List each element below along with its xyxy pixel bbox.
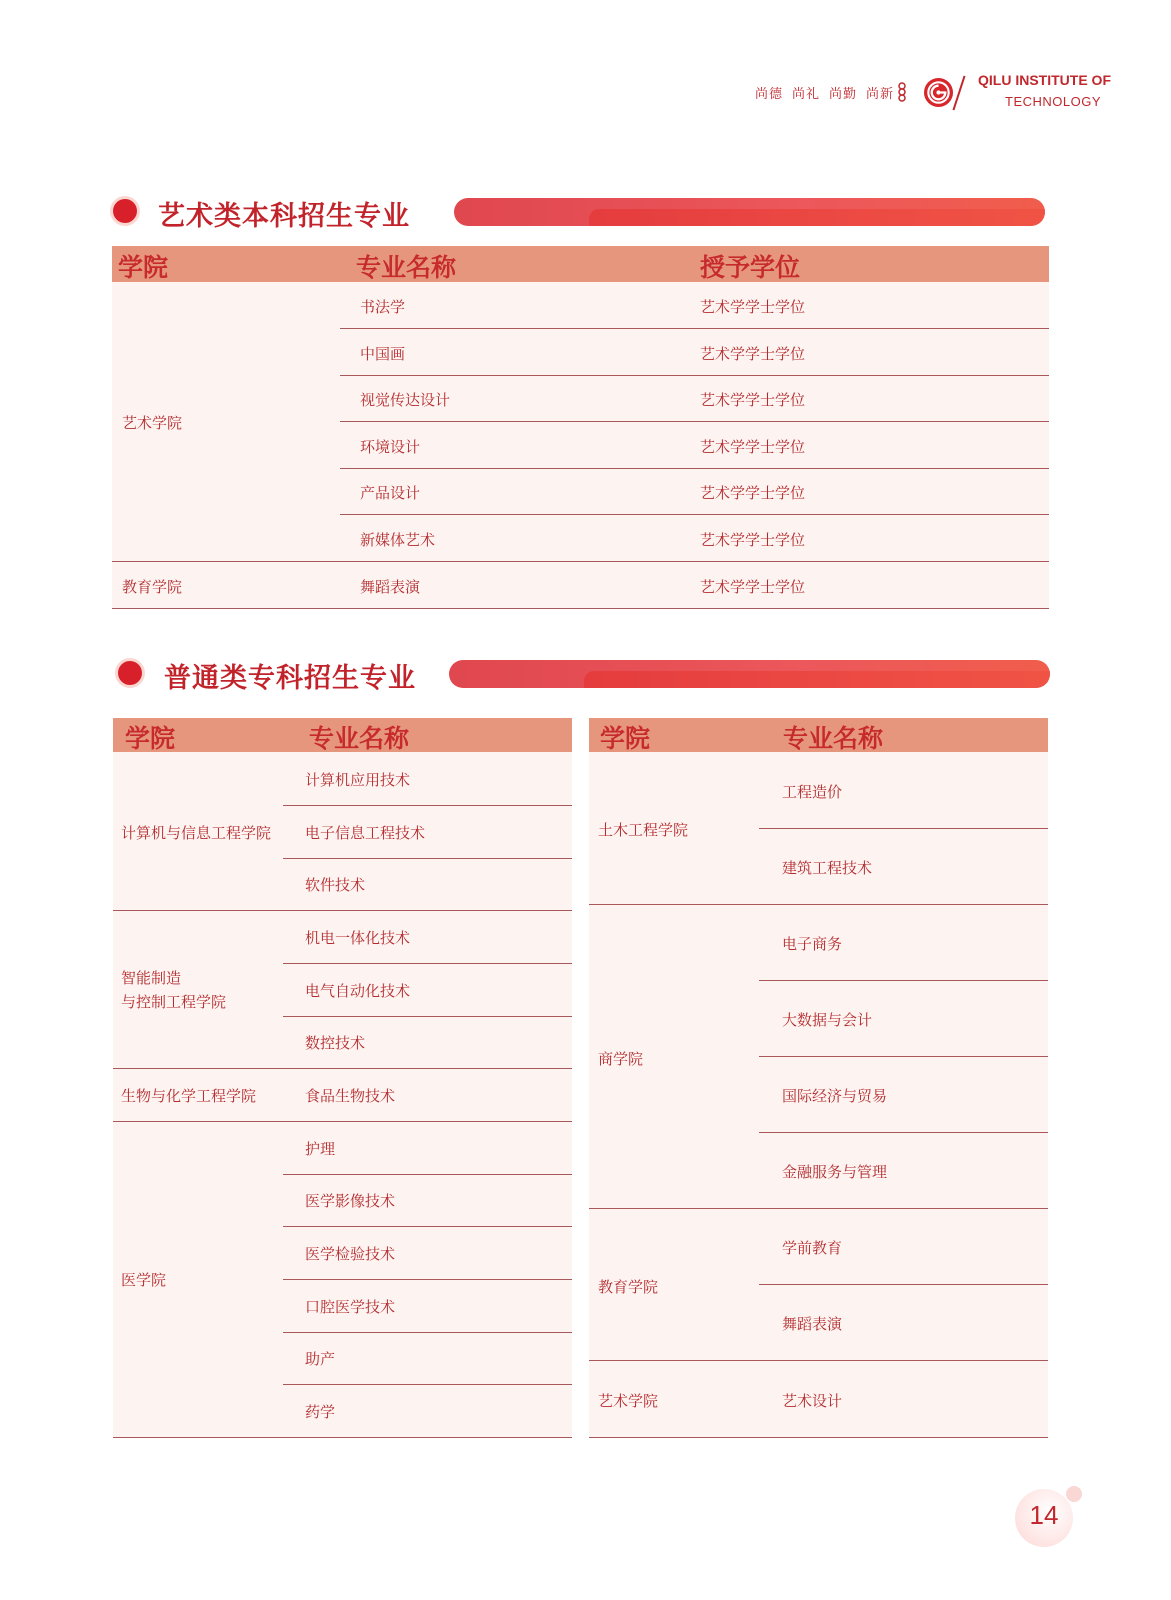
group-divider — [589, 1208, 1048, 1209]
major-name: 建筑工程技术 — [782, 859, 873, 877]
group-divider — [113, 1121, 572, 1122]
major-name: 工程造价 — [782, 783, 843, 801]
major-name: 电子商务 — [782, 935, 843, 953]
table-header — [112, 246, 1049, 282]
row-divider — [340, 514, 1049, 515]
major-name: 视觉传达设计 — [360, 391, 451, 409]
seal-icon — [898, 82, 906, 102]
row-divider — [283, 858, 572, 859]
major-name: 药学 — [305, 1403, 336, 1421]
degree-name: 艺术学学士学位 — [700, 298, 806, 316]
major-name: 电子信息工程技术 — [305, 824, 426, 842]
degree-name: 艺术学学士学位 — [700, 391, 806, 409]
group-divider — [113, 1068, 572, 1069]
major-name: 国际经济与贸易 — [782, 1087, 888, 1105]
group-divider — [112, 561, 1049, 562]
row-divider — [283, 1384, 572, 1385]
degree-name: 艺术学学士学位 — [700, 531, 806, 549]
degree-name: 艺术学学士学位 — [700, 345, 806, 363]
major-name: 软件技术 — [305, 876, 366, 894]
college-name: 医学院 — [121, 1271, 167, 1289]
major-name: 机电一体化技术 — [305, 929, 411, 947]
row-divider — [283, 1279, 572, 1280]
major-name: 舞蹈表演 — [360, 578, 421, 596]
header-major: 专业名称 — [783, 724, 884, 753]
section-title-vocational: 普通类专科招生专业 — [164, 663, 416, 694]
table-header — [589, 718, 1048, 752]
row-divider — [340, 375, 1049, 376]
college-name-line1: 智能制造 — [121, 969, 182, 987]
vocational-table-left — [113, 718, 572, 1438]
group-divider — [589, 1360, 1048, 1361]
row-divider — [340, 328, 1049, 329]
undergrad-table — [112, 246, 1049, 609]
header-college: 学院 — [118, 253, 169, 282]
motto: 尚礼 — [792, 87, 821, 102]
major-name: 环境设计 — [360, 438, 421, 456]
major-name: 金融服务与管理 — [782, 1163, 888, 1181]
major-name: 电气自动化技术 — [305, 982, 411, 1000]
table-bottom-rule — [112, 608, 1049, 609]
row-divider — [759, 1132, 1048, 1133]
major-name: 医学检验技术 — [305, 1245, 396, 1263]
school-logo-icon — [923, 77, 954, 108]
college-name: 艺术学院 — [122, 414, 183, 432]
row-divider — [340, 421, 1049, 422]
table-header — [113, 718, 572, 752]
decorative-bubble — [1066, 1486, 1082, 1502]
section-title-undergrad: 艺术类本科招生专业 — [158, 201, 410, 232]
vocational-table-right — [589, 718, 1048, 1438]
major-name: 产品设计 — [360, 484, 421, 502]
row-divider — [283, 963, 572, 964]
major-name: 舞蹈表演 — [782, 1315, 843, 1333]
college-name: 计算机与信息工程学院 — [121, 824, 272, 842]
major-name: 艺术设计 — [782, 1392, 843, 1410]
row-divider — [759, 828, 1048, 829]
header-college: 学院 — [600, 724, 651, 753]
school-name-line2: TECHNOLOGY — [1005, 94, 1102, 109]
row-divider — [283, 1332, 572, 1333]
header-college: 学院 — [125, 724, 176, 753]
row-divider — [340, 468, 1049, 469]
major-name: 中国画 — [360, 345, 406, 363]
college-name: 生物与化学工程学院 — [121, 1087, 257, 1105]
table-bottom-rule — [113, 1437, 572, 1438]
major-name: 口腔医学技术 — [305, 1298, 396, 1316]
college-name: 教育学院 — [122, 578, 183, 596]
degree-name: 艺术学学士学位 — [700, 578, 806, 596]
degree-name: 艺术学学士学位 — [700, 484, 806, 502]
college-name: 艺术学院 — [598, 1392, 659, 1410]
page-number: 14 — [1029, 1500, 1059, 1530]
section-bullet-icon — [113, 199, 137, 223]
table-bottom-rule — [589, 1437, 1048, 1438]
group-divider — [113, 910, 572, 911]
college-name: 教育学院 — [598, 1278, 659, 1296]
header-major: 专业名称 — [309, 724, 410, 753]
row-divider — [759, 980, 1048, 981]
header-degree: 授予学位 — [700, 253, 801, 282]
major-name: 护理 — [305, 1140, 336, 1158]
school-mottos — [755, 83, 903, 102]
row-divider — [283, 805, 572, 806]
group-divider — [589, 904, 1048, 905]
college-name-line2: 与控制工程学院 — [121, 993, 227, 1011]
major-name: 新媒体艺术 — [360, 531, 436, 549]
row-divider — [759, 1056, 1048, 1057]
college-name: 商学院 — [598, 1050, 644, 1068]
major-name: 助产 — [305, 1350, 336, 1368]
row-divider — [283, 1174, 572, 1175]
major-name: 食品生物技术 — [305, 1087, 396, 1105]
motto: 尚勤 — [829, 87, 858, 102]
row-divider — [759, 1284, 1048, 1285]
header-major: 专业名称 — [356, 253, 457, 282]
section-bullet-icon — [118, 661, 142, 685]
degree-name: 艺术学学士学位 — [700, 438, 806, 456]
section-title-bar — [454, 198, 1045, 226]
major-name: 书法学 — [360, 298, 406, 316]
divider — [952, 76, 965, 111]
major-name: 学前教育 — [782, 1239, 843, 1257]
section-title-bar — [449, 660, 1050, 688]
major-name: 数控技术 — [305, 1034, 366, 1052]
motto: 尚新 — [866, 87, 895, 102]
major-name: 医学影像技术 — [305, 1192, 396, 1210]
major-name: 计算机应用技术 — [305, 771, 411, 789]
major-name: 大数据与会计 — [782, 1011, 873, 1029]
motto: 尚德 — [755, 87, 784, 102]
row-divider — [283, 1226, 572, 1227]
college-name: 土木工程学院 — [598, 821, 689, 839]
row-divider — [283, 1016, 572, 1017]
school-name-line1: QILU INSTITUTE OF — [978, 72, 1111, 88]
